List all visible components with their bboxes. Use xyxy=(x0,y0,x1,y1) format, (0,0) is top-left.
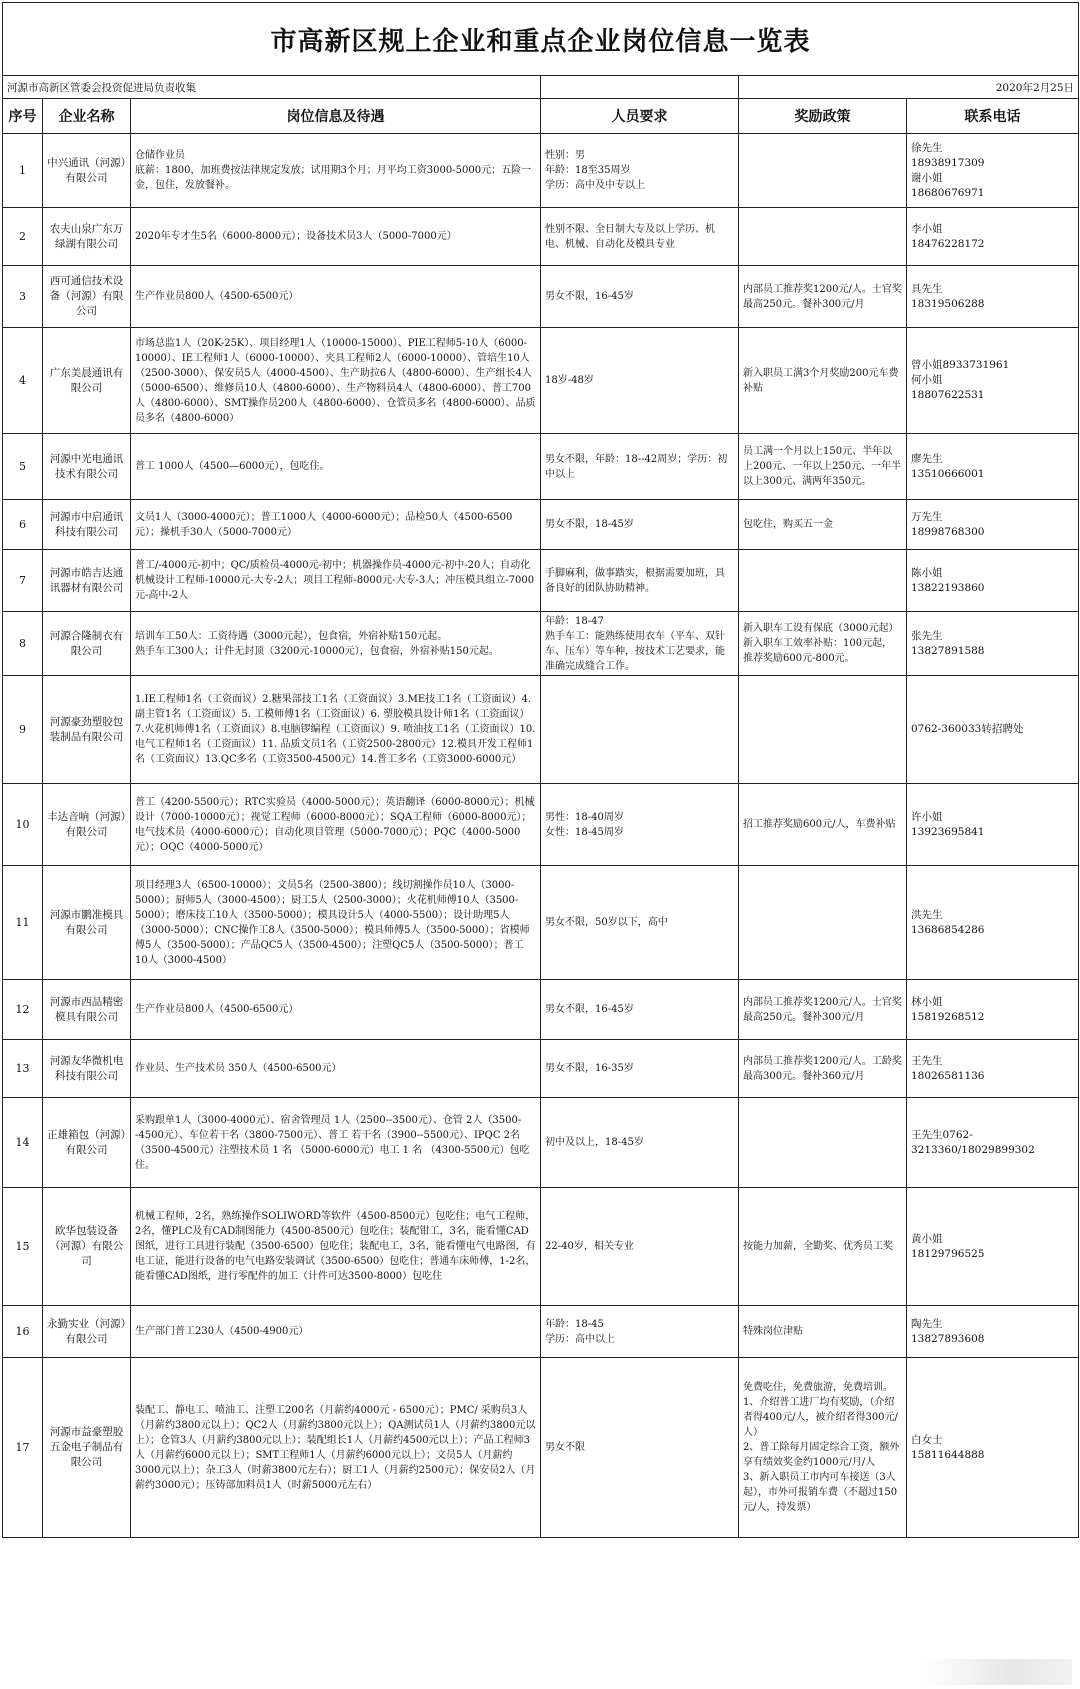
reward-policy: 免费吃住，免费旅游，免费培训。 1、介绍普工进厂均有奖励，（介绍者得400元/人，被介绍者得300元/人） 2、普工除每月固定综合工资，额外享有绩效奖金约1000元/月/人 3、新入职员工市内可车接送（3人起），市外可报销车费（不超过150元/人，持发票） xyxy=(739,1358,907,1538)
contact-phone: 廖先生 13510666001 xyxy=(907,434,1079,500)
table-row xyxy=(3,1188,1079,1306)
header-positions: 岗位信息及待遇 xyxy=(131,99,541,134)
row-index: 17 xyxy=(3,1358,43,1538)
company-name: 中兴通讯（河源）有限公司 xyxy=(43,134,131,208)
table-row xyxy=(3,866,1079,980)
company-name: 广东美晨通讯有限公司 xyxy=(43,328,131,434)
requirements: 手脚麻利，做事踏实，根据需要加班，具备良好的团队协助精神。 xyxy=(541,550,739,612)
header-rewards: 奖励政策 xyxy=(739,99,907,134)
header-requirements: 人员要求 xyxy=(541,99,739,134)
meta-empty-cell xyxy=(541,76,739,99)
contact-phone: 曾小姐8933731961 何小姐 18807622531 xyxy=(907,328,1079,434)
row-index: 9 xyxy=(3,676,43,784)
table-row xyxy=(3,612,1079,676)
table-row xyxy=(3,676,1079,784)
table-row xyxy=(3,1306,1079,1358)
company-name: 农夫山泉广东万绿湖有限公司 xyxy=(43,208,131,266)
table-row xyxy=(3,980,1079,1040)
reward-policy: 特殊岗位津贴 xyxy=(739,1306,907,1358)
contact-phone: 王先生 18026581136 xyxy=(907,1040,1079,1098)
requirements: 男女不限，50岁以下，高中 xyxy=(541,866,739,980)
contact-phone: 徐先生 18938917309 谢小姐 18680676971 xyxy=(907,134,1079,208)
contact-phone: 黄小姐 18129796525 xyxy=(907,1188,1079,1306)
position-info: 生产部门普工230人（4500-4900元） xyxy=(131,1306,541,1358)
row-index: 8 xyxy=(3,612,43,676)
contact-phone: 张先生 13827891588 xyxy=(907,612,1079,676)
company-name: 正雄箱包（河源）有限公司 xyxy=(43,1098,131,1188)
reward-policy: 员工满一个月以上150元、半年以上200元、一年以上250元、一年半以上300元、满两年350元。 xyxy=(739,434,907,500)
requirements xyxy=(541,676,739,784)
table-row xyxy=(3,784,1079,866)
reward-policy: 按能力加薪，全勤奖、优秀员工奖 xyxy=(739,1188,907,1306)
row-index: 12 xyxy=(3,980,43,1040)
contact-phone: 具先生 18319506288 xyxy=(907,266,1079,328)
row-index: 11 xyxy=(3,866,43,980)
row-index: 4 xyxy=(3,328,43,434)
contact-phone: 林小姐 15819268512 xyxy=(907,980,1079,1040)
requirements: 性别：男 年龄：18至35周岁 学历：高中及中专以上 xyxy=(541,134,739,208)
company-name: 河源市益豪塑胶五金电子制品有限公司 xyxy=(43,1358,131,1538)
row-index: 14 xyxy=(3,1098,43,1188)
row-index: 1 xyxy=(3,134,43,208)
requirements: 性别不限、全日制大专及以上学历、机电、机械、自动化及模具专业 xyxy=(541,208,739,266)
requirements: 男女不限，16-45岁 xyxy=(541,980,739,1040)
table-header xyxy=(3,99,1079,134)
table-row xyxy=(3,550,1079,612)
requirements: 18岁-48岁 xyxy=(541,328,739,434)
publish-date: 2020年2月25日 xyxy=(739,76,1079,99)
reward-policy xyxy=(739,134,907,208)
position-info: 机械工程师，2名，熟练操作SOLIWORD等软件（4500-8500元）包吃住；电气工程师，2名，懂PLC及有CAD制图能力（4500-8500元）包吃住；装配钳工，3名，能看懂CAD图纸，进行工具进行装配（3500-6500）包吃住；装配电工，3名，能看懂电气电路图，有电工证，能进行设备的电气电路安装调试（3500-6500）包吃住；普通车床师傅，1-2名，能看懂CAD图纸，进行零配件的加工（计件可达3500-8000）包吃住 xyxy=(131,1188,541,1306)
requirements: 22-40岁，相关专业 xyxy=(541,1188,739,1306)
requirements: 男性：18-40周岁 女性：18-45周岁 xyxy=(541,784,739,866)
reward-policy: 包吃住，购买五一金 xyxy=(739,500,907,550)
row-index: 7 xyxy=(3,550,43,612)
requirements: 男女不限，18-45岁 xyxy=(541,500,739,550)
contact-phone: 万先生 18998768300 xyxy=(907,500,1079,550)
row-index: 2 xyxy=(3,208,43,266)
source-note: 河源市高新区管委会投资促进局负责收集 xyxy=(3,76,541,99)
contact-phone: 许小姐 13923695841 xyxy=(907,784,1079,866)
reward-policy: 内部员工推荐奖1200元/人。士官奖最高250元。餐补300元/月 xyxy=(739,980,907,1040)
contact-phone: 李小姐 18476228172 xyxy=(907,208,1079,266)
position-info: 生产作业员800人（4500-6500元） xyxy=(131,266,541,328)
reward-policy: 招工推荐奖励600元/人，车费补贴 xyxy=(739,784,907,866)
company-name: 西可通信技术设备（河源）有限公司 xyxy=(43,266,131,328)
position-info: 普工（4200-5500元）；RTC实验员（4000-5000元）；英语翻译（6000-8000元）；机械设计（7000-10000元）；视觉工程师（6000-8000元）；SQA工程师（6000-8000元）；电气技术员（4000-6000元）；自动化项目管理（5000-7000元）；PQC（4000-5000元）；OQC（4000-5000元） xyxy=(131,784,541,866)
reward-policy: 内部员工推荐奖1200元/人。士官奖最高250元。餐补300元/月 xyxy=(739,266,907,328)
requirements: 初中及以上，18-45岁 xyxy=(541,1098,739,1188)
company-name: 河源豪劲塑胶包装制品有限公司 xyxy=(43,676,131,784)
company-name: 河源友华微机电科技有限公司 xyxy=(43,1040,131,1098)
table-row xyxy=(3,208,1079,266)
contact-phone: 0762-360033转招聘处 xyxy=(907,676,1079,784)
reward-policy xyxy=(739,676,907,784)
reward-policy xyxy=(739,866,907,980)
contact-phone: 王先生0762-3213360/18029899302 xyxy=(907,1098,1079,1188)
table-row xyxy=(3,328,1079,434)
reward-policy: 内部员工推荐奖1200元/人。工龄奖最高300元。餐补360元/月 xyxy=(739,1040,907,1098)
contact-phone: 白女士 15811644888 xyxy=(907,1358,1079,1538)
position-info: 普工/-4000元-初中；QC/质检员-4000元-初中；机器操作员-4000元-初中-20人；自动化机械设计工程师-10000元-大专-2人；项目工程师-8000元-大专-3人；冲压模具组立-7000元-高中-2人 xyxy=(131,550,541,612)
position-info: 培训车工50人：工资待遇（3000元起），包食宿，外宿补贴150元起。 熟手车工300人；计件无封顶（3200元-10000元），包食宿，外宿补贴150元起。 xyxy=(131,612,541,676)
table-row xyxy=(3,1040,1079,1098)
reward-policy xyxy=(739,1098,907,1188)
company-name: 河源市皓吉达通讯器材有限公司 xyxy=(43,550,131,612)
table-row xyxy=(3,1098,1079,1188)
reward-policy xyxy=(739,550,907,612)
position-info: 文员1人（3000-4000元）；普工1000人（4000-6000元）；品检50人（4500-6500元）；操机手30人（5000-7000元） xyxy=(131,500,541,550)
position-info: 项目经理3人（6500-10000）；文员5名（2500-3800）；线切割操作员10人（3000-5000）；厨师5人（3000-4500）；厨工5人（2500-3000）；火花机师傅10人（3500-5000）；磨床技工10人（3500-5000）；模具设计5人（4000-5500）；设计助理5人（3000-5000）；CNC操作工8人（3500-5000）；模具师傅5人（3500-5000）；省模师傅5人（3500-5000）；产品QC5人（3500-4500）；注塑QC5人（3500-5000）；普工10人（3000-4500） xyxy=(131,866,541,980)
watermark-smudge-icon xyxy=(922,1659,1072,1685)
table-row xyxy=(3,434,1079,500)
position-info: 普工 1000人（4500—6000元），包吃住。 xyxy=(131,434,541,500)
reward-policy xyxy=(739,208,907,266)
company-name: 欧华包装设备（河源）有限公司 xyxy=(43,1188,131,1306)
requirements: 男女不限，年龄：18--42周岁；学历：初中以上 xyxy=(541,434,739,500)
position-info: 仓储作业员 底薪：1800，加班费按法律规定发放；试用期3个月；月平均工资3000-5000元；五险一金，包住，发放餐补。 xyxy=(131,134,541,208)
requirements: 男女不限，16-35岁 xyxy=(541,1040,739,1098)
contact-phone: 洪先生 13686854286 xyxy=(907,866,1079,980)
table-row xyxy=(3,500,1079,550)
row-index: 16 xyxy=(3,1306,43,1358)
reward-policy: 新入职车工设有保底（3000元起）新入职车工效率补贴：100元起，推荐奖励600元-800元。 xyxy=(739,612,907,676)
row-index: 5 xyxy=(3,434,43,500)
position-info: 1.IE工程师1名（工资面议）2.糖果部技工1名（工资面议）3.ME技工1名（工资面议）4.副主管1名（工资面议）5. 工模师傅1名（工资面议）6. 塑胶模具设计师1名（工资面议）7.火花机师傅1名（工资面议）8.电脑锣编程（工资面议）9. 喷油技工1名（工资面议）10.电气工程师1名（工资面议）11. 品质文员1名（工资2500-2800元）12.模具开发工程师1名（工资面议）13.QC多名（工资3500-4500元）14.普工多名（工资3000-6000元） xyxy=(131,676,541,784)
contact-phone: 陈小姐 13822193860 xyxy=(907,550,1079,612)
reward-policy: 新入职员工满3个月奖励200元车费补贴 xyxy=(739,328,907,434)
position-info: 采购跟单1人（3000-4000元）、宿舍管理员 1人（2500--3500元）、仓管 2人（3500--4500元）、车位若干名（3800-7500元）、普工 若干名（3900--5500元）、IPQC 2名 （3500-4500元）注塑技术员 1 名 （5000-6000元）电工 1 名 （4300-5500元）包吃住。 xyxy=(131,1098,541,1188)
position-info: 市场总监1人（20K-25K）、项目经理1人（10000-15000）、PIE工程师5-10人（6000-10000）、IE工程师1人（6000-10000）、夹具工程师2人（6000-10000）、管培生10人（2500-3000）、保安员5人（4000-4500）、生产助拉6人（4800-6000）、生产组长4人（5000-6500）、维修员10人（4800-6000）、生产物料员4人（4800-6000）、普工700人（4800-6000）、SMT操作员200人（4800-6000）、仓管员多名（4800-6000）、品质员多名（4800-6000） xyxy=(131,328,541,434)
company-name: 丰达音响（河源）有限公司 xyxy=(43,784,131,866)
company-name: 河源市中启通讯科技有限公司 xyxy=(43,500,131,550)
position-info: 2020年专才生5名（6000-8000元）；设备技术员3人（5000-7000元） xyxy=(131,208,541,266)
requirements: 男女不限，16-45岁 xyxy=(541,266,739,328)
position-info: 作业员、生产技术员 350人（4500-6500元） xyxy=(131,1040,541,1098)
contact-phone: 陶先生 13827893608 xyxy=(907,1306,1079,1358)
page-title: 市高新区规上企业和重点企业岗位信息一览表 xyxy=(3,3,1079,76)
table-row xyxy=(3,134,1079,208)
row-index: 15 xyxy=(3,1188,43,1306)
job-info-table xyxy=(2,2,1079,1538)
company-name: 河源市西品精密模具有限公司 xyxy=(43,980,131,1040)
position-info: 装配工、静电工、喷油工、注塑工200名（月薪约4000元 - 6500元）；PMC/ 采购员3人（月薪约3800元以上）；QC2人（月薪约3800元以上）；QA测试员1人（月薪约3800元以上）；仓管3人（月薪约3800元以上）；装配组长1人（月薪约4500元以上）；产品工程师3人（月薪约6000元以上）；SMT工程师1人（月薪约6000元以上）；文员5人（月薪约3000元以上）；杂工3人（时薪3800元左右）；厨工1人（月薪约2500元）；保安员2人（月薪约3000元）；压铸部加料员1人（时薪5000元左右） xyxy=(131,1358,541,1538)
company-name: 河源市鹏准模具有限公司 xyxy=(43,866,131,980)
row-index: 13 xyxy=(3,1040,43,1098)
company-name: 永勤实业（河源）有限公司 xyxy=(43,1306,131,1358)
table-row xyxy=(3,1358,1079,1538)
requirements: 年龄：18-45 学历：高中以上 xyxy=(541,1306,739,1358)
row-index: 3 xyxy=(3,266,43,328)
requirements: 男女不限 xyxy=(541,1358,739,1538)
position-info: 生产作业员800人（4500-6500元） xyxy=(131,980,541,1040)
company-name: 河源合隆制衣有限公司 xyxy=(43,612,131,676)
row-index: 6 xyxy=(3,500,43,550)
table-row xyxy=(3,266,1079,328)
company-name: 河源中光电通讯技术有限公司 xyxy=(43,434,131,500)
header-company: 企业名称 xyxy=(43,99,131,134)
row-index: 10 xyxy=(3,784,43,866)
header-phone: 联系电话 xyxy=(907,99,1079,134)
requirements: 年龄：18-47 熟手车工：能熟练使用衣车（平车、双针车、压车）等车种，按技术工艺要求，能准确完成缝合工作。 xyxy=(541,612,739,676)
header-idx: 序号 xyxy=(3,99,43,134)
